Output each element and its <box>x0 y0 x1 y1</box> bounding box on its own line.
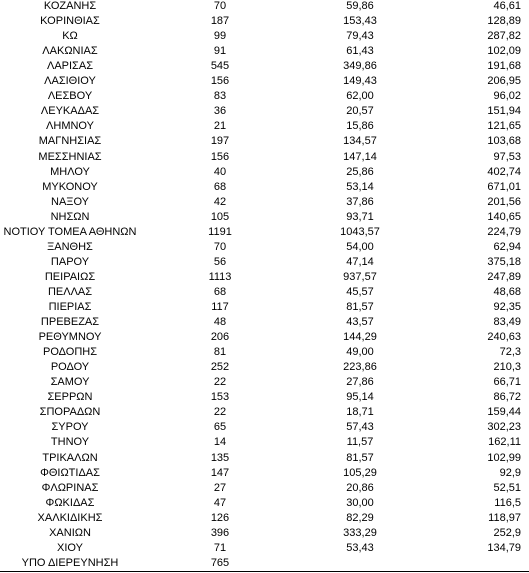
cases-cell: 70 <box>213 0 227 12</box>
region-name-cell: ΜΕΣΣΗΝΙΑΣ <box>38 150 102 163</box>
region-name-cell: ΝΑΞΟΥ <box>51 195 89 208</box>
table-row <box>0 496 529 511</box>
cases-cell: 81 <box>213 346 227 359</box>
rate-per-population-cell: 201,56 <box>487 195 521 208</box>
rate-per-population-cell: 134,79 <box>487 541 521 554</box>
rate-cell: 105,29 <box>343 466 377 479</box>
table-row <box>0 180 529 195</box>
rate-per-population-cell: 302,23 <box>487 421 521 434</box>
cases-cell: 42 <box>213 195 227 208</box>
cases-cell: 156 <box>210 75 230 88</box>
table-row <box>0 360 529 375</box>
cases-cell: 47 <box>213 496 227 509</box>
table-row <box>0 270 529 285</box>
cases-cell: 187 <box>210 15 230 28</box>
region-name-cell: ΝΟΤΙΟΥ ΤΟΜΕΑ ΑΘΗΝΩΝ <box>3 225 137 238</box>
table-row <box>0 119 529 134</box>
cases-cell: 135 <box>210 451 230 464</box>
region-name-cell: ΧΑΛΚΙΔΙΚΗΣ <box>37 511 103 524</box>
region-name-cell: ΣΕΡΡΩΝ <box>47 391 93 404</box>
table-row <box>0 330 529 345</box>
rate-cell: 349,86 <box>343 60 377 73</box>
rate-cell: 18,71 <box>346 406 374 419</box>
cases-cell: 91 <box>213 45 227 58</box>
cases-cell: 117 <box>211 301 229 313</box>
cases-cell: 21 <box>213 120 227 133</box>
rate-cell: 62,00 <box>346 90 374 103</box>
rate-cell: 333,29 <box>343 526 377 539</box>
rate-cell: 81,57 <box>346 451 374 464</box>
rate-per-population-cell: 121,65 <box>487 120 521 133</box>
table-row <box>0 405 529 420</box>
region-name-cell: ΝΗΣΩΝ <box>50 210 90 223</box>
rate-per-population-cell: 102,09 <box>487 45 521 58</box>
cases-cell: 153 <box>210 391 230 404</box>
table-row <box>0 14 529 29</box>
table-row <box>0 104 529 119</box>
table-row <box>0 195 529 210</box>
cases-cell: 545 <box>210 60 230 73</box>
cases-cell: 197 <box>210 135 230 148</box>
region-name-cell: ΡΟΔΟΠΗΣ <box>42 346 98 359</box>
table-row <box>0 375 529 390</box>
region-name-cell: ΛΑΣΙΘΙΟΥ <box>44 75 96 88</box>
rate-cell: 53,43 <box>346 541 374 554</box>
rate-per-population-cell: 103,68 <box>487 135 521 148</box>
table-row <box>0 59 529 74</box>
table-row <box>0 345 529 360</box>
cases-cell: 396 <box>210 526 230 539</box>
rate-per-population-cell: 96,02 <box>493 90 521 103</box>
region-name-cell: ΤΡΙΚΑΛΩΝ <box>42 451 98 464</box>
table-row <box>0 89 529 104</box>
rate-per-population-cell: 66,71 <box>493 376 521 389</box>
rate-cell: 30,00 <box>346 496 374 509</box>
table-row <box>0 435 529 450</box>
rate-per-population-cell: 128,89 <box>487 15 521 28</box>
region-name-cell: ΧΙΟΥ <box>57 541 83 554</box>
rate-cell: 53,14 <box>346 180 374 193</box>
rate-per-population-cell: 118,97 <box>488 511 521 524</box>
cases-cell: 83 <box>213 90 227 103</box>
rate-cell: 81,57 <box>346 301 374 313</box>
table-row <box>0 210 529 225</box>
table-row <box>0 315 529 330</box>
rate-per-population-cell: 191,68 <box>487 60 521 73</box>
rate-cell: 49,00 <box>346 346 374 359</box>
cases-cell: 48 <box>213 316 227 329</box>
cases-cell: 14 <box>213 436 227 449</box>
region-name-cell: ΜΑΓΝΗΣΙΑΣ <box>38 135 102 148</box>
rate-per-population-cell: 102,99 <box>487 451 521 464</box>
rate-cell: 82,29 <box>346 511 374 524</box>
region-name-cell: ΧΑΝΙΩΝ <box>49 526 91 539</box>
cases-cell: 126 <box>210 511 230 524</box>
region-name-cell: ΞΑΝΘΗΣ <box>47 240 93 253</box>
table-row <box>0 29 529 44</box>
rate-cell: 61,43 <box>346 45 374 58</box>
table-row <box>0 74 529 89</box>
rate-cell: 47,14 <box>346 255 374 268</box>
rate-cell: 54,00 <box>346 240 374 253</box>
region-name-cell: ΦΘΙΩΤΙΔΑΣ <box>40 466 100 479</box>
rate-per-population-cell: 206,95 <box>487 75 521 88</box>
rate-per-population-cell: 72,3 <box>499 346 521 359</box>
rate-per-population-cell: 240,63 <box>487 331 521 344</box>
region-name-cell: ΚΟΖΑΝΗΣ <box>43 0 97 12</box>
table-row <box>0 300 529 315</box>
region-name-cell: ΦΩΚΙΔΑΣ <box>45 496 95 509</box>
rate-per-population-cell: 116,5 <box>494 496 521 509</box>
region-name-cell: ΛΑΡΙΣΑΣ <box>46 60 93 73</box>
region-name-cell: ΚΩ <box>62 30 78 43</box>
cases-cell: 1191 <box>208 225 232 238</box>
table-row <box>0 44 529 59</box>
rate-per-population-cell: 48,68 <box>493 285 521 298</box>
cases-cell: 36 <box>213 105 227 118</box>
cases-cell: 147 <box>210 466 230 479</box>
cases-cell: 1113 <box>208 270 232 283</box>
rate-cell: 93,71 <box>346 210 374 223</box>
rate-per-population-cell: 86,72 <box>493 391 521 404</box>
cases-cell: 40 <box>213 165 227 178</box>
region-name-cell: ΛΗΜΝΟΥ <box>46 120 94 133</box>
rate-per-population-cell: 140,65 <box>487 210 521 223</box>
rate-per-population-cell: 252,9 <box>493 526 521 539</box>
rate-cell: 1043,57 <box>340 225 380 238</box>
rate-cell: 149,43 <box>343 75 377 88</box>
cases-cell: 68 <box>213 285 227 298</box>
region-name-cell: ΠΕΙΡΑΙΩΣ <box>44 270 96 283</box>
cases-cell: 22 <box>213 376 227 389</box>
cases-cell: 70 <box>213 240 227 253</box>
region-name-cell: ΠΕΛΛΑΣ <box>47 285 93 298</box>
rate-per-population-cell: 287,82 <box>487 30 521 43</box>
rate-cell: 45,57 <box>346 285 374 298</box>
rate-cell: 59,86 <box>346 0 374 12</box>
rate-per-population-cell: 62,94 <box>493 240 521 253</box>
rate-per-population-cell: 210,3 <box>493 361 521 374</box>
table-row <box>0 451 529 466</box>
rate-per-population-cell: 402,74 <box>487 165 521 178</box>
table-row <box>0 285 529 300</box>
rate-per-population-cell: 92,9 <box>499 466 521 479</box>
cases-cell: 156 <box>210 150 230 163</box>
cases-cell: 765 <box>210 556 230 569</box>
rate-per-population-cell: 375,18 <box>487 255 521 268</box>
rate-per-population-cell <box>440 556 521 571</box>
rate-cell: 11,57 <box>346 436 374 449</box>
table-row <box>0 225 529 240</box>
rate-per-population-cell: 224,79 <box>487 225 521 238</box>
region-name-cell: ΛΕΣΒΟΥ <box>47 90 93 103</box>
region-name-cell: ΜΥΚΟΝΟΥ <box>42 180 98 193</box>
table-row <box>0 134 529 149</box>
region-name-cell: ΦΛΩΡΙΝΑΣ <box>41 481 99 494</box>
rate-cell: 79,43 <box>346 30 374 43</box>
table-row <box>0 240 529 255</box>
table-row <box>0 511 529 526</box>
cases-cell: 252 <box>210 361 230 374</box>
rate-cell: 57,43 <box>346 421 374 434</box>
bottom-border <box>0 571 529 572</box>
rate-per-population-cell: 52,51 <box>493 481 521 494</box>
region-name-cell: ΜΗΛΟΥ <box>50 165 90 178</box>
region-name-cell: ΤΗΝΟΥ <box>50 436 90 449</box>
region-name-cell: ΠΑΡΟΥ <box>50 255 90 268</box>
rate-cell: 144,29 <box>343 331 377 344</box>
rate-per-population-cell: 159,44 <box>487 406 521 419</box>
rate-cell <box>320 556 400 571</box>
region-name-cell: ΣΑΜΟΥ <box>50 376 90 389</box>
rate-cell: 43,57 <box>346 316 374 329</box>
region-name-cell: ΚΟΡΙΝΘΙΑΣ <box>40 15 100 28</box>
rate-cell: 134,57 <box>343 135 377 148</box>
cases-cell: 99 <box>213 30 227 43</box>
cases-cell: 27 <box>213 481 227 494</box>
table-row <box>0 481 529 496</box>
rate-per-population-cell: 92,35 <box>493 301 521 313</box>
rate-per-population-cell: 46,61 <box>493 0 521 12</box>
table-row <box>0 541 529 556</box>
rate-per-population-cell: 247,89 <box>487 270 521 283</box>
rate-per-population-cell: 83,49 <box>493 316 521 329</box>
rate-cell: 147,14 <box>343 150 377 163</box>
region-name-cell: ΠΙΕΡΙΑΣ <box>48 301 92 313</box>
table-row <box>0 526 529 541</box>
cases-cell: 65 <box>213 421 227 434</box>
table-row <box>0 556 529 571</box>
region-name-cell: ΣΠΟΡΑΔΩΝ <box>39 406 101 419</box>
rate-cell: 223,86 <box>343 361 377 374</box>
region-name-cell: ΛΕΥΚΑΔΑΣ <box>40 105 100 118</box>
rate-per-population-cell: 162,11 <box>488 436 521 449</box>
cases-cell: 56 <box>213 255 227 268</box>
rate-per-population-cell: 151,94 <box>487 105 521 118</box>
rate-cell: 95,14 <box>346 391 374 404</box>
table-row <box>0 150 529 165</box>
cases-cell: 105 <box>210 210 230 223</box>
rate-per-population-cell: 97,53 <box>493 150 521 163</box>
cases-cell: 71 <box>213 541 227 554</box>
region-name-cell: ΥΠΟ ΔΙΕΡΕΥΝΗΣΗ <box>21 556 119 569</box>
table-row <box>0 165 529 180</box>
cases-cell: 68 <box>213 180 227 193</box>
region-name-cell: ΠΡΕΒΕΖΑΣ <box>40 316 100 329</box>
cases-cell: 22 <box>213 406 227 419</box>
rate-cell: 20,86 <box>346 481 374 494</box>
rate-cell: 25,86 <box>346 165 374 178</box>
table-row <box>0 420 529 435</box>
region-name-cell: ΛΑΚΩΝΙΑΣ <box>42 45 98 58</box>
table-row <box>0 255 529 270</box>
rate-cell: 20,57 <box>346 105 374 118</box>
cases-cell: 206 <box>210 331 230 344</box>
table-row <box>0 390 529 405</box>
rate-cell: 15,86 <box>346 120 374 133</box>
rate-per-population-cell: 671,01 <box>487 180 521 193</box>
rate-cell: 27,86 <box>346 376 374 389</box>
rate-cell: 937,57 <box>343 270 377 283</box>
rate-cell: 153,43 <box>343 15 377 28</box>
region-name-cell: ΡΕΘΥΜΝΟΥ <box>38 331 102 344</box>
region-name-cell: ΣΥΡΟΥ <box>51 421 89 434</box>
table-row <box>0 0 529 14</box>
rate-cell: 37,86 <box>346 195 374 208</box>
region-name-cell: ΡΟΔΟΥ <box>50 361 90 374</box>
table-row <box>0 466 529 481</box>
